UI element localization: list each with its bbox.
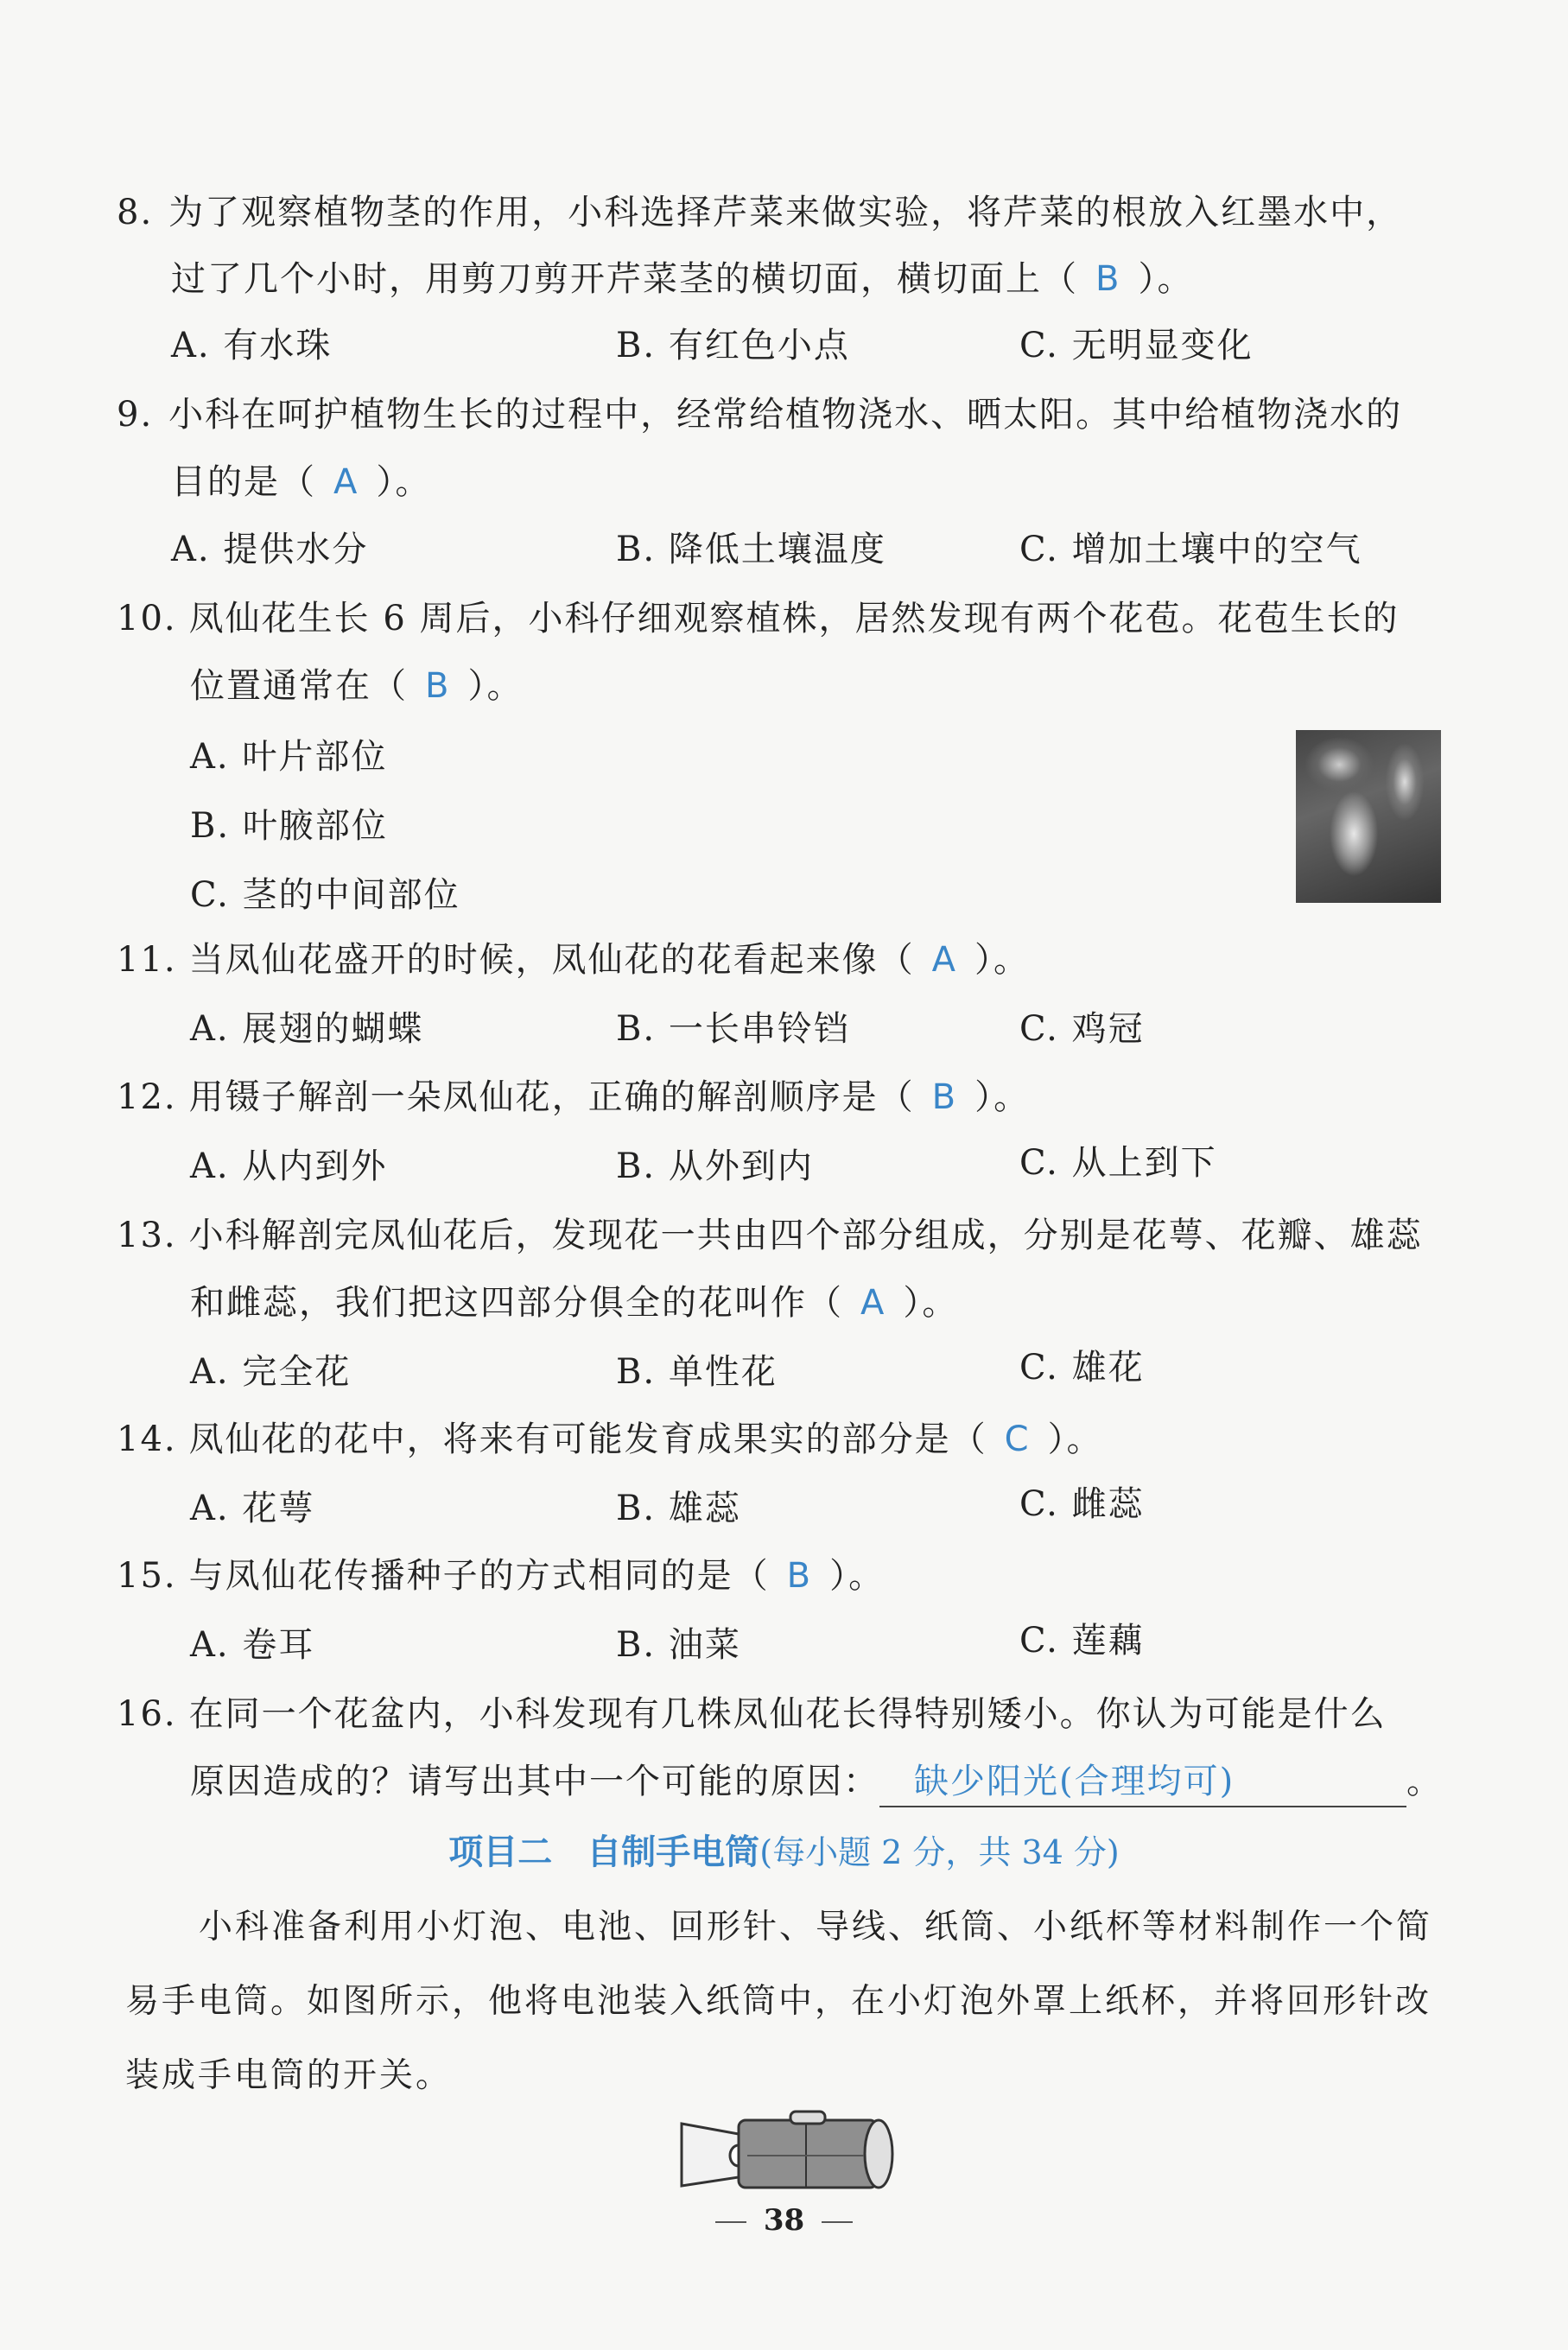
q12-option-a: A. 从内到外 xyxy=(190,1146,388,1186)
q12-option-c: C. 从上到下 xyxy=(1019,1143,1217,1183)
q8-option-c: C. 无明显变化 xyxy=(1019,326,1254,365)
q11-option-a: A. 展翅的蝴蝶 xyxy=(190,1009,424,1049)
section-heading: 项目二 自制手电筒(每小题 2 分，共 34 分) xyxy=(448,1832,1120,1872)
answer-13: A xyxy=(860,1283,886,1323)
question-14: 14. 凤仙花的花中，将来有可能发育成果实的部分是（ C ）。 xyxy=(117,1420,1103,1459)
question-9-line1: 9. 小科在呵护植物生长的过程中，经常给植物浇水、晒太阳。其中给植物浇水的 xyxy=(117,395,1403,435)
question-15: 15. 与凤仙花传播种子的方式相同的是（ B ）。 xyxy=(117,1556,886,1596)
question-13-line1: 13. 小科解剖完凤仙花后，发现花一共由四个部分组成，分别是花萼、花瓣、雄蕊 xyxy=(117,1216,1423,1255)
question-8-line1: 8. 为了观察植物茎的作用，小科选择芹菜来做实验，将芹菜的根放入红墨水中， xyxy=(117,193,1403,232)
answer-16-blank: 缺少阳光(合理均可) xyxy=(879,1757,1406,1807)
page-number: 38 xyxy=(0,2199,1568,2242)
q10-option-b: B. 叶腋部位 xyxy=(190,806,388,846)
q14-option-b: B. 雄蕊 xyxy=(616,1489,741,1528)
question-10-line2: 位置通常在（ B ）。 xyxy=(190,666,524,706)
answer-15: B xyxy=(786,1556,813,1596)
q13-option-c: C. 雄花 xyxy=(1019,1348,1145,1388)
q15-option-a: A. 卷耳 xyxy=(190,1625,315,1665)
q11-option-c: C. 鸡冠 xyxy=(1019,1009,1145,1049)
question-11: 11. 当凤仙花盛开的时候，凤仙花的花看起来像（ A ）。 xyxy=(117,940,1030,980)
answer-11: A xyxy=(931,940,957,980)
q8-option-b: B. 有红色小点 xyxy=(616,326,850,365)
q14-option-a: A. 花萼 xyxy=(190,1489,315,1528)
question-8-line2: 过了几个小时，用剪刀剪开芹菜茎的横切面，横切面上（ B ）。 xyxy=(171,259,1194,299)
q9-option-c: C. 增加土壤中的空气 xyxy=(1019,530,1362,569)
answer-14: C xyxy=(1004,1420,1031,1459)
question-13-line2: 和雌蕊，我们把这四部分俱全的花叫作（ A ）。 xyxy=(190,1283,959,1323)
answer-12: B xyxy=(931,1077,958,1117)
answer-10: B xyxy=(425,666,451,706)
q14-option-c: C. 雌蕊 xyxy=(1019,1484,1145,1524)
question-16-line2: 原因造成的？请写出其中一个可能的原因： 缺少阳光(合理均可) 。 xyxy=(190,1757,1443,1807)
q13-option-a: A. 完全花 xyxy=(190,1352,352,1392)
impatiens-flower-photo xyxy=(1296,730,1441,903)
answer-9: A xyxy=(333,462,359,502)
answer-8: B xyxy=(1095,259,1121,299)
question-16-line1: 16. 在同一个花盆内，小科发现有几株凤仙花长得特别矮小。你认为可能是什么 xyxy=(117,1694,1387,1734)
q12-option-b: B. 从外到内 xyxy=(616,1146,814,1186)
question-10-line1: 10. 凤仙花生长 6 周后，小科仔细观察植株，居然发现有两个花苞。花苞生长的 xyxy=(117,599,1400,638)
flashlight-illustration xyxy=(678,2108,903,2191)
q15-option-c: C. 莲藕 xyxy=(1019,1621,1145,1661)
q15-option-b: B. 油菜 xyxy=(616,1625,741,1665)
q10-option-c: C. 茎的中间部位 xyxy=(190,875,460,915)
q9-option-a: A. 提供水分 xyxy=(171,530,369,569)
q11-option-b: B. 一长串铃铛 xyxy=(616,1009,850,1049)
q8-option-a: A. 有水珠 xyxy=(171,326,333,365)
intro-paragraph: 小科准备利用小灯泡、电池、回形针、导线、纸筒、小纸杯等材料制作一个简易手电筒。如图所示，他将电池装入纸筒中，在小灯泡外罩上纸杯，并将回形针改装成手电筒的开关。 xyxy=(125,1908,1433,2095)
q10-option-a: A. 叶片部位 xyxy=(190,737,388,777)
q13-option-b: B. 单性花 xyxy=(616,1352,778,1392)
q9-option-b: B. 降低土壤温度 xyxy=(616,530,886,569)
question-12: 12. 用镊子解剖一朵凤仙花，正确的解剖顺序是（ B ）。 xyxy=(117,1077,1031,1117)
question-9-line2: 目的是（ A ）。 xyxy=(171,462,432,502)
